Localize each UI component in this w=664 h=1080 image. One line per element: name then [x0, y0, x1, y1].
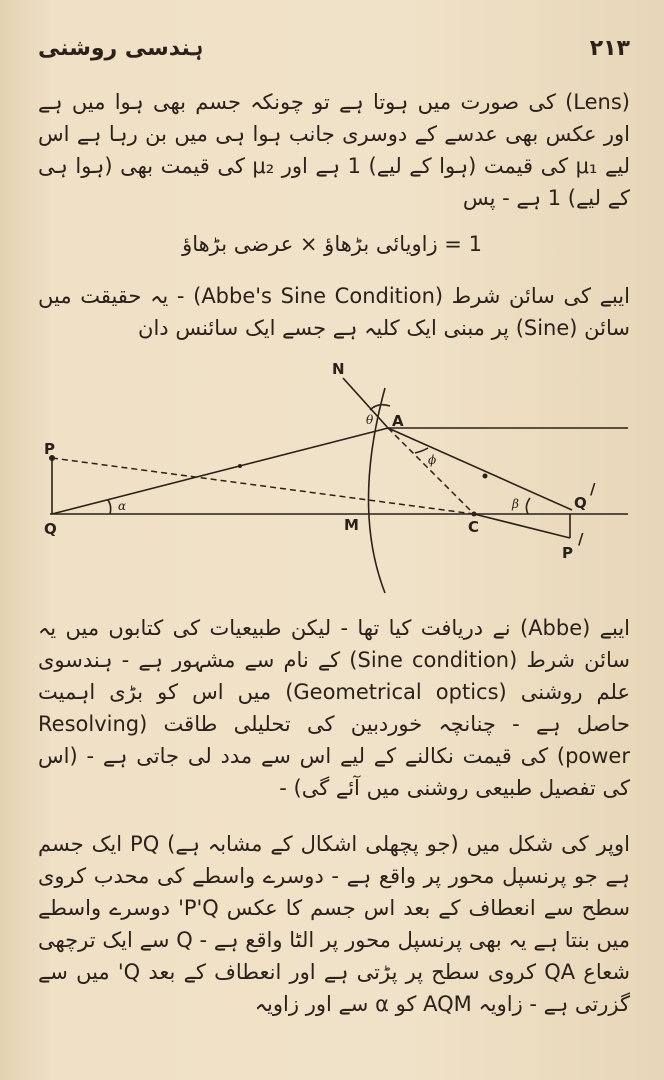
label-c: C — [468, 518, 480, 536]
prime-mark-q: / — [590, 480, 596, 498]
radius-ac — [388, 428, 474, 514]
label-a: A — [392, 412, 404, 430]
chapter-title: ہندسی روشنی — [38, 36, 204, 61]
label-n: N — [332, 360, 345, 378]
label-q: Q — [44, 520, 57, 538]
label-beta: β — [512, 497, 519, 511]
ray-dot — [483, 474, 488, 479]
ray-qa — [52, 428, 388, 514]
ray-cp — [474, 514, 570, 538]
label-phi: ϕ — [428, 453, 437, 467]
ray-aq — [388, 428, 572, 510]
beta-arc — [526, 498, 530, 514]
label-p-prime: P — [562, 544, 573, 562]
label-p: P — [44, 440, 55, 458]
alpha-arc — [108, 500, 111, 514]
label-theta: θ — [366, 413, 374, 427]
paragraph-abbe-intro: ایبے کی سائن شرط (Abbe's Sine Condition) - یہ حقیقت میں سائن (Sine) پر مبنی ایک کلیہ ہے جسے ایک سائنس دان — [38, 284, 630, 340]
page-header — [38, 32, 630, 72]
magnification-formula: 1 = زاویائی بڑھاؤ × عرضی بڑھاؤ — [182, 232, 482, 256]
prime-mark-p: / — [578, 530, 584, 548]
refraction-diagram — [40, 358, 630, 608]
label-m: M — [344, 516, 359, 534]
ray-dot-2 — [238, 464, 242, 468]
label-q-prime: Q — [574, 494, 587, 512]
paragraph-lens: (Lens) کی صورت میں ہوتا ہے تو چونکہ جسم بھی ہوا میں ہے اور عکس بھی عدسے کے دوسری جانب ہوا ہی میں بن رہا ہے اس لیے μ₁ کی قیمت (ہوا کے لیے) 1 ہے اور μ₂ کی قیمت بھی (ہوا ہی کے لیے) 1 ہے - پس — [38, 90, 631, 210]
paragraph-figure-explanation: اوپر کی شکل میں (جو پچھلی اشکال کے مشابہ ہے) PQ ایک جسم ہے جو پرنسپل محور پر واقع ہے - دوسرے واسطے کی محدب کروی سطح سے انعطاف کے بعد اس جسم کا عکس P'Q' دوسرے واسطے میں بنتا ہے یہ بھی پرنسپل محور پر الٹا واقع ہے - Q سے ایک ترچھی شعاع QA کروی سطح پر پڑتی ہے اور انعطاف کے بعد Q' میں سے گزرتی ہے - زاویہ AQM کو α سے اور زاویہ — [38, 832, 631, 1016]
paragraph-abbe-discovery: ایبے (Abbe) نے دریافت کیا تھا - لیکن طبیعیات کی کتابوں میں یہ سائن شرط (Sine condition) کے نام سے مشہور ہے - ہندسوی علم روشنی (Geometrical optics) میں اس کو بڑی اہمیت حاصل ہے - چنانچہ خوردبین کی تحلیلی طاقت (Resolving power) کی قیمت نکالنے کے لیے اس سے مدد لی جاتی ہے - (اس کی تفصیل طبیعی روشنی میں آئے گی) - — [38, 616, 630, 800]
point-c — [472, 512, 477, 517]
page-number: ۲۱۳ — [589, 36, 630, 61]
ray-pc — [52, 458, 474, 514]
phi-arc — [415, 448, 428, 453]
label-alpha: α — [118, 499, 127, 513]
